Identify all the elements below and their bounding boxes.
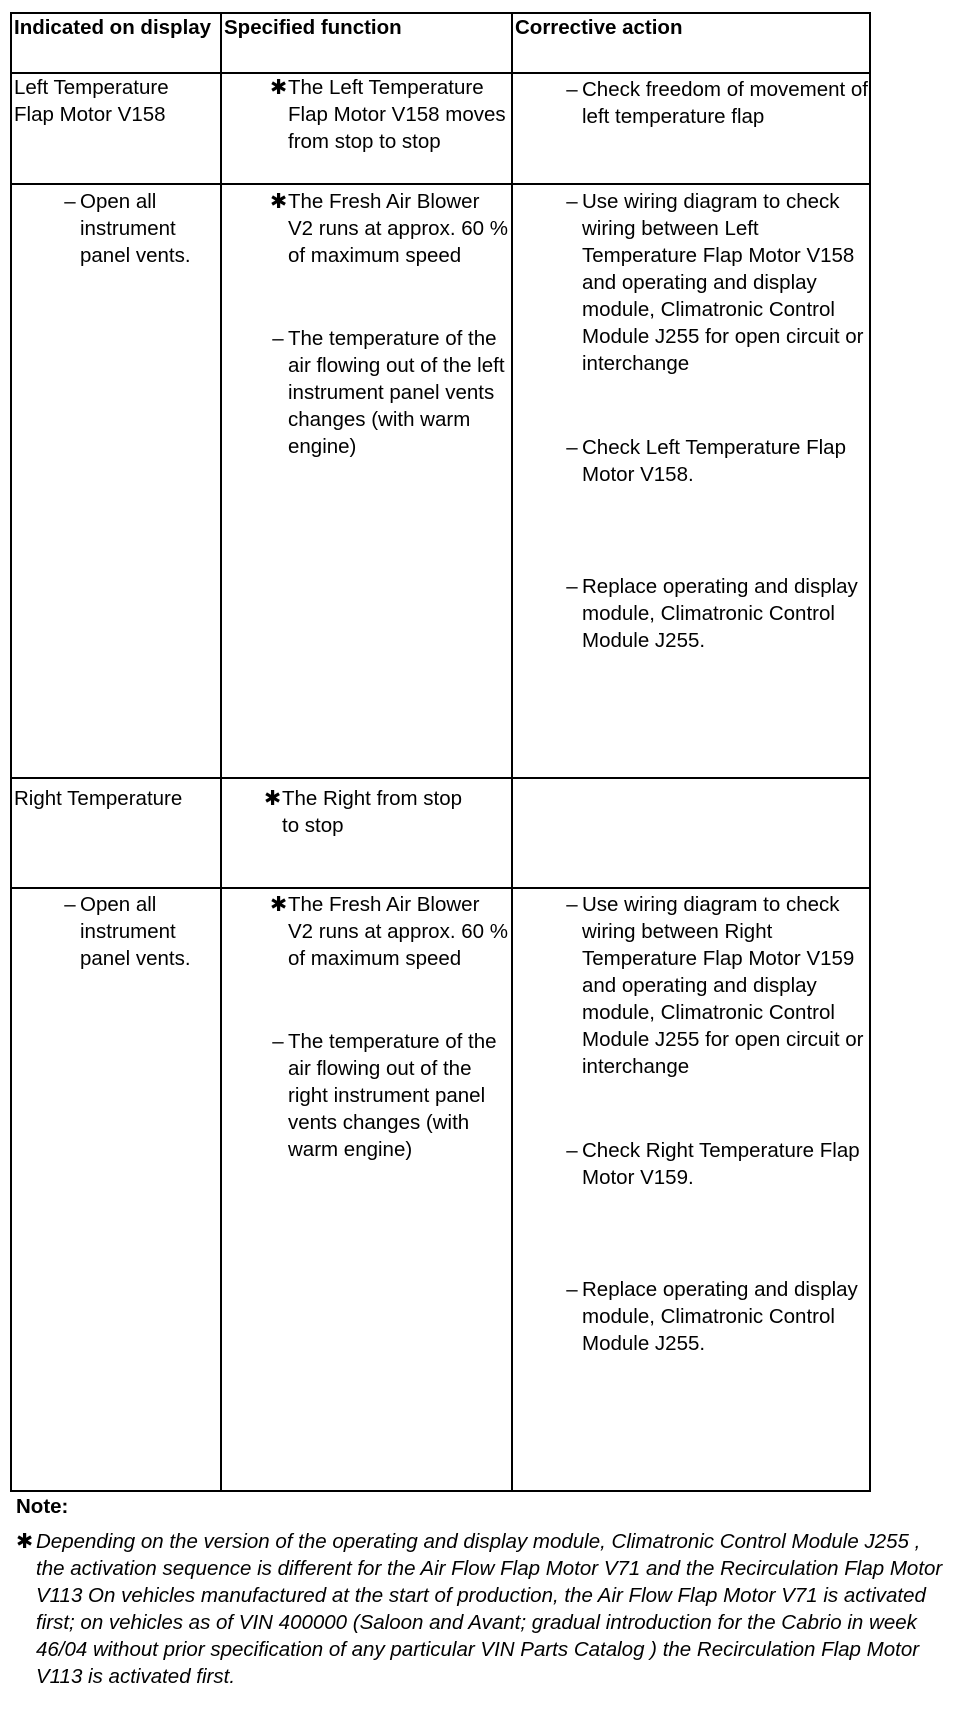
dash-marker: – [272, 327, 284, 350]
dash-marker: – [566, 436, 578, 459]
row-divider [12, 777, 869, 779]
asterisk-marker: ✱ [270, 190, 288, 213]
row2-function-1: ✱ The Fresh Air Blower V2 runs at approx. 60 % of maximum speed [270, 190, 508, 267]
row4-display: – Open all instrument panel vents. [62, 891, 212, 972]
row4-corrective-2: – Check Right Temperature Flap Motor V159. [564, 1137, 874, 1191]
header-corrective-action: Corrective action [515, 16, 683, 39]
procedure-table [10, 12, 871, 1492]
row1-corrective: – Check freedom of movement of left temperature flap [564, 76, 874, 130]
row2-corrective-1: – Use wiring diagram to check wiring between Left Temperature Flap Motor V158 and operating and display module, Climatronic Control Module J255 for open circuit or interchange [564, 188, 874, 377]
row2-function-2: – The temperature of the air flowing out of the left instrument panel vents changes (with warm engine) [270, 325, 510, 460]
note-title: Note: [16, 1495, 69, 1518]
asterisk-marker: ✱ [264, 787, 282, 810]
row1-display: Left Temperature Flap Motor V158 [14, 76, 169, 126]
dash-marker: – [566, 1278, 578, 1301]
row4-function-1: ✱ The Fresh Air Blower V2 runs at approx. 60 % of maximum speed [270, 893, 508, 970]
row2-corrective-2: – Check Left Temperature Flap Motor V158. [564, 434, 874, 488]
asterisk-marker: ✱ [16, 1530, 34, 1553]
header-specified-function: Specified function [224, 16, 402, 39]
dash-marker: – [566, 1139, 578, 1162]
row4-function-2: – The temperature of the air flowing out of the right instrument panel vents changes (with warm engine) [270, 1028, 510, 1163]
dash-marker: – [272, 1030, 284, 1053]
row-divider [12, 183, 869, 185]
row2-corrective-3: – Replace operating and display module, Climatronic Control Module J255. [564, 573, 874, 654]
row3-display: Right Temperature [14, 787, 183, 810]
dash-marker: – [566, 78, 578, 101]
dash-marker: – [566, 575, 578, 598]
asterisk-marker: ✱ [270, 893, 288, 916]
row2-display: – Open all instrument panel vents. [62, 188, 212, 269]
row3-function: ✱ The Right from stop to stop [264, 787, 463, 837]
row-divider [12, 887, 869, 889]
dash-marker: – [566, 190, 578, 213]
asterisk-marker: ✱ [270, 76, 288, 99]
dash-marker: – [64, 190, 76, 213]
row1-function: ✱ The Left Temperature Flap Motor V158 moves from stop to stop [270, 76, 506, 153]
note-text: ✱ Depending on the version of the operating and display module, Climatronic Control Module J255 , the activation sequence is different for the Air Flow Flap Motor V71 and the Recirculation Flap Motor V113 On vehicles manufactured at the start of production, the Air Flow Flap Motor V71 is activated first; on vehicles as of VIN 400000 (Saloon and Avant; gradual introduction for the Cabrio in week 46/04 without prior specification of any particular VIN Parts Catalog ) the Recirculation Flap Motor V113 is activated first. [16, 1530, 943, 1688]
column-divider [220, 14, 222, 1490]
row4-corrective-1: – Use wiring diagram to check wiring between Right Temperature Flap Motor V159 and operating and display module, Climatronic Control Module J255 for open circuit or interchange [564, 891, 874, 1080]
dash-marker: – [64, 893, 76, 916]
row4-corrective-3: – Replace operating and display module, Climatronic Control Module J255. [564, 1276, 874, 1357]
dash-marker: – [566, 893, 578, 916]
column-divider [511, 14, 513, 1490]
header-indicated-on-display: Indicated on display [14, 16, 212, 39]
